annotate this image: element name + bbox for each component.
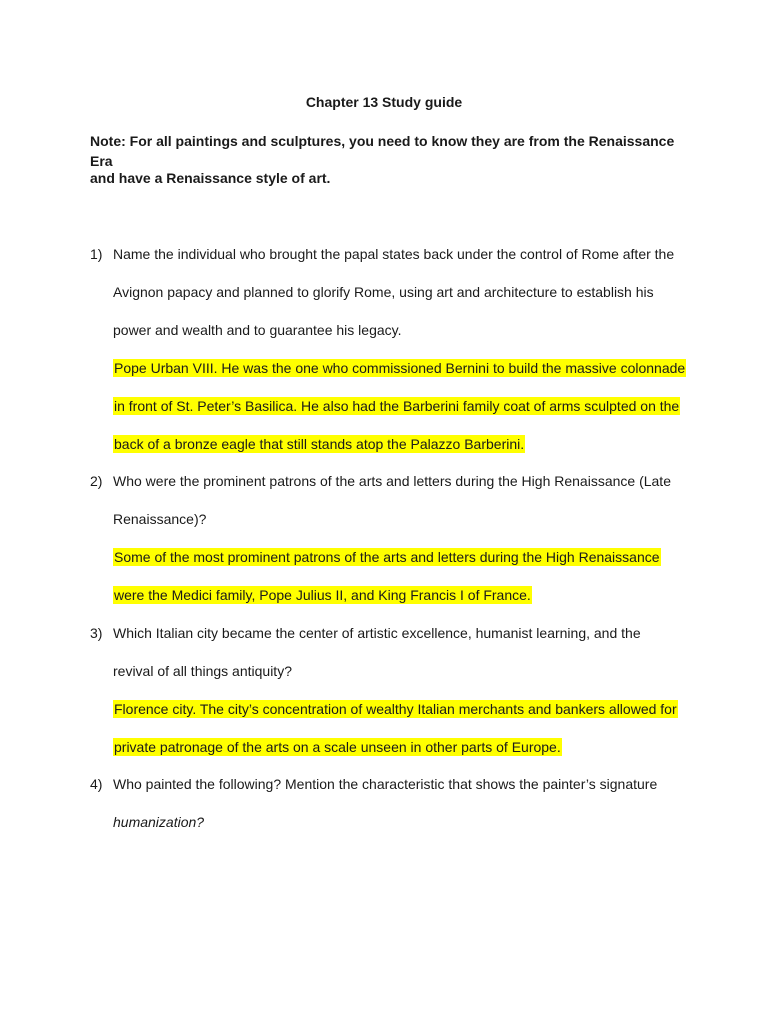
answer-highlighted-line: in front of St. Peter’s Basilica. He also had the Barberini family coat of arms sculpted on the xyxy=(114,398,680,414)
answer-highlighted-line: private patronage of the arts on a scale unseen in other parts of Europe. xyxy=(114,739,561,755)
question-text-line: revival of all things antiquity? xyxy=(113,663,292,679)
question-number: 3) xyxy=(90,625,103,641)
answer-highlighted-line: Pope Urban VIII. He was the one who commissioned Bernini to build the massive colonnade xyxy=(114,360,686,376)
page-title: Chapter 13 Study guide xyxy=(305,94,463,110)
question-number: 2) xyxy=(90,473,103,489)
question-text-line: Who were the prominent patrons of the arts and letters during the High Renaissance (Late xyxy=(113,473,671,489)
question-number: 4) xyxy=(90,776,103,792)
question-text-line: Name the individual who brought the papal states back under the control of Rome after the xyxy=(113,246,675,262)
question-text-line: humanization? xyxy=(113,814,205,830)
question-number: 1) xyxy=(90,246,103,262)
answer-highlighted-line: Florence city. The city’s concentration of wealthy Italian merchants and bankers allowed for xyxy=(114,701,677,717)
note-line-2: and have a Renaissance style of art. xyxy=(90,170,331,186)
question-text-line: Renaissance)? xyxy=(113,511,207,527)
answer-highlighted-line: were the Medici family, Pope Julius II, and King Francis I of France. xyxy=(114,587,531,603)
question-text-line: Who painted the following? Mention the characteristic that shows the painter’s signature xyxy=(113,776,658,792)
answer-highlighted-line: Some of the most prominent patrons of the arts and letters during the High Renaissance xyxy=(114,549,660,565)
question-text-line: power and wealth and to guarantee his legacy. xyxy=(113,322,402,338)
note-line-1: Note: For all paintings and sculptures, you need to know they are from the Renaissance Era xyxy=(90,133,675,169)
answer-highlighted-line: back of a bronze eagle that still stands atop the Palazzo Barberini. xyxy=(114,436,525,452)
question-text-line: Avignon papacy and planned to glorify Rome, using art and architecture to establish his xyxy=(113,284,654,300)
question-text-line: Which Italian city became the center of artistic excellence, humanist learning, and the xyxy=(113,625,641,641)
